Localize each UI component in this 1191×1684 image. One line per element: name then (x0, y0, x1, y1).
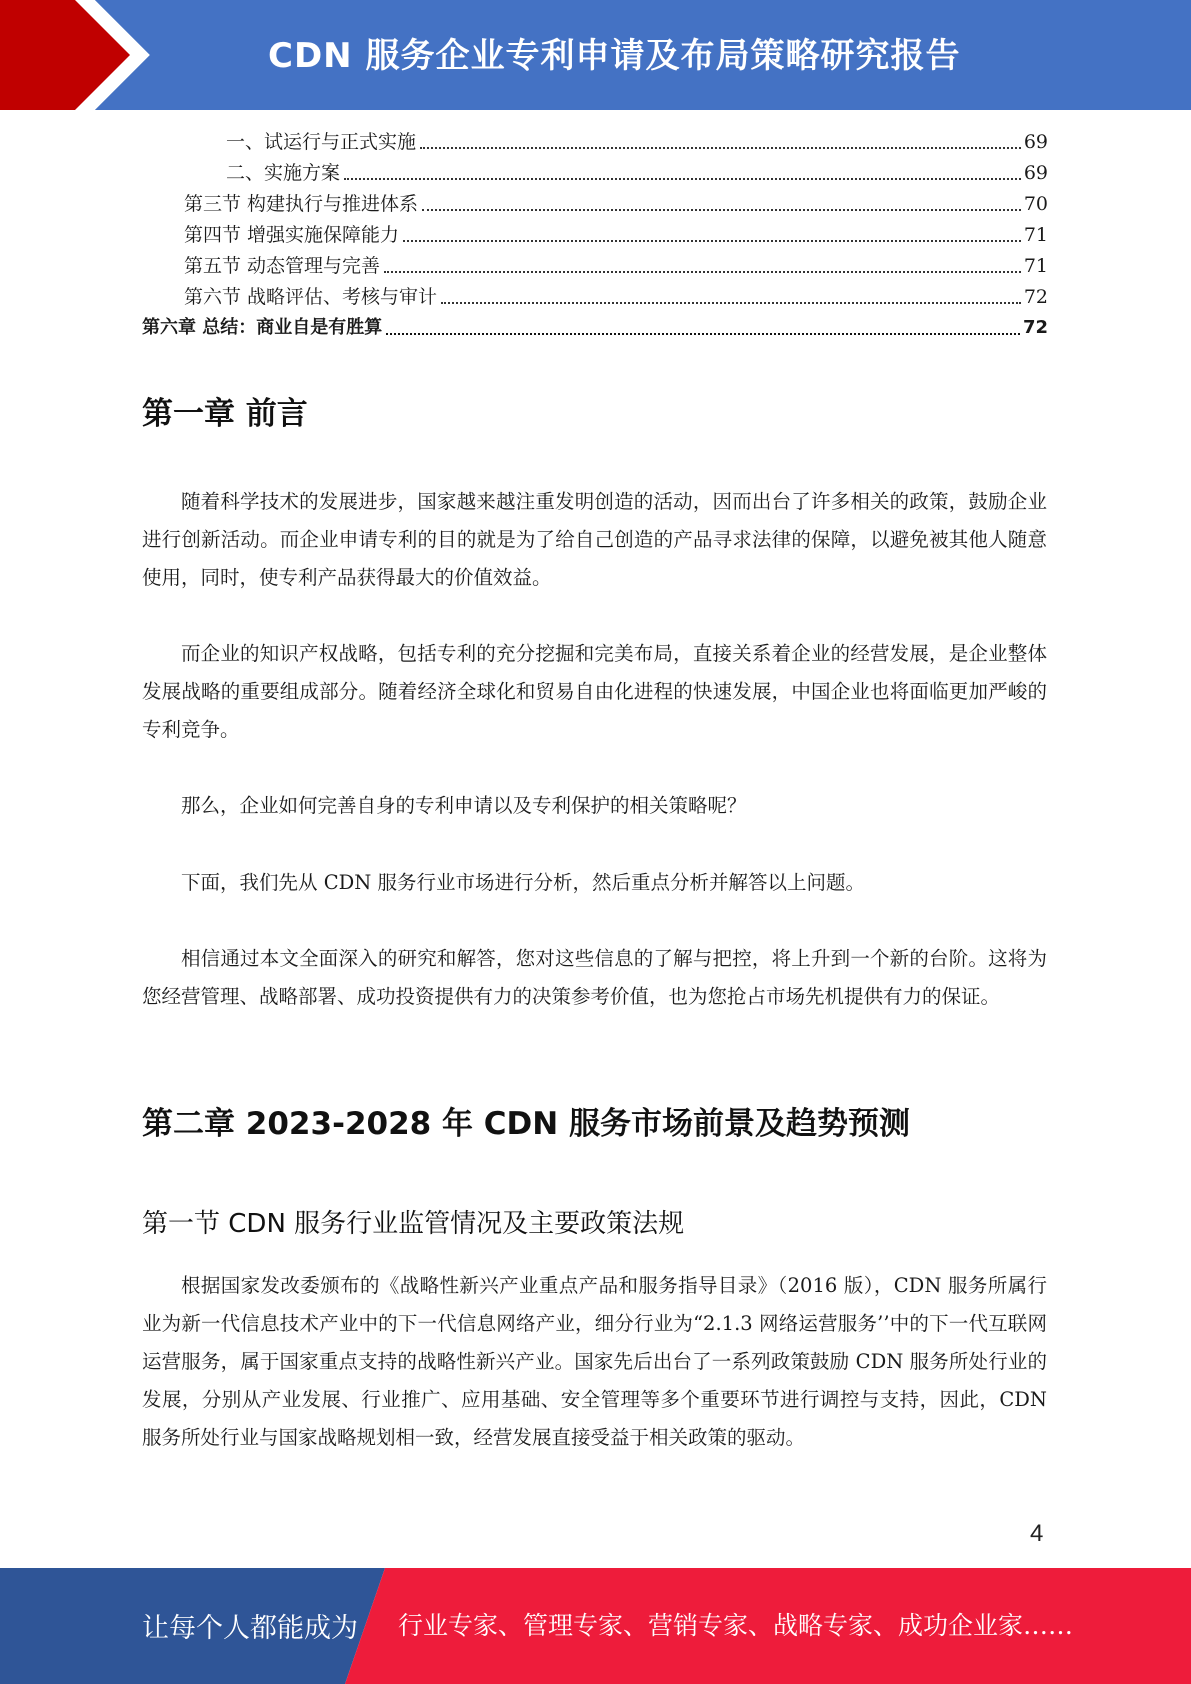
body-paragraph: 相信通过本文全面深入的研究和解答，您对这些信息的了解与把控，将上升到一个新的台阶。这将为您经营管理、战略部署、成功投资提供有力的决策参考价值，也为您抢占市场先机提供有力的保证。 (142, 947, 1047, 1008)
footer-slogan-right: 行业专家、管理专家、营销专家、战略专家、成功企业家…… (398, 1611, 1074, 1640)
chapter-heading: 第二章 2023-2028 年 CDN 服务市场前景及趋势预测 (142, 1106, 911, 1142)
body-paragraph: 随着科学技术的发展进步，国家越来越注重发明创造的活动，因而出台了许多相关的政策，鼓励企业进行创新活动。而企业申请专利的目的就是为了给自己创造的产品寻求法律的保障，以避免被其他人随意使用，同时，使专利产品获得最大的价值效益。 (142, 490, 1047, 589)
toc-entry-title: 第四节 增强实施保障能力 (184, 224, 400, 246)
toc-entry-page: 69 (1023, 162, 1048, 184)
toc-leader (344, 178, 1021, 180)
toc-entry-title: 第六章 总结：商业自是有胜算 (142, 317, 383, 338)
toc-leader (386, 333, 1020, 335)
toc-entry[interactable] (226, 128, 1048, 156)
toc-entry-page: 72 (1022, 317, 1048, 338)
toc-entry-page: 71 (1023, 255, 1048, 277)
chapter-heading: 第一章 前言 (142, 396, 308, 432)
toc-leader (420, 147, 1021, 149)
report-title: CDN 服务企业专利申请及布局策略研究报告 (268, 36, 961, 76)
section-heading: 第一节 CDN 服务行业监管情况及主要政策法规 (142, 1209, 685, 1239)
header-banner (0, 0, 1191, 110)
toc-entry-page: 70 (1023, 193, 1048, 215)
toc-entry-title: 第五节 动态管理与完善 (184, 255, 381, 277)
toc-leader (422, 209, 1021, 211)
footer-slogan-left: 让每个人都能成为 (142, 1613, 358, 1644)
toc-entry-page: 69 (1023, 131, 1048, 153)
body-paragraph: 而企业的知识产权战略，包括专利的充分挖掘和完美布局，直接关系着企业的经营发展，是企业整体发展战略的重要组成部分。随着经济全球化和贸易自由化进程的快速发展，中国企业也将面临更加严峻的专利竞争。 (142, 642, 1047, 741)
toc-entry[interactable] (184, 190, 1048, 218)
toc-entry-page: 71 (1023, 224, 1048, 246)
body-paragraph: 下面，我们先从 CDN 服务行业市场进行分析，然后重点分析并解答以上问题。 (181, 871, 866, 894)
toc-leader (403, 240, 1021, 242)
toc-entry[interactable] (184, 252, 1048, 280)
footer-banner (0, 1568, 1191, 1684)
toc-entry-title: 第六节 战略评估、考核与审计 (184, 286, 438, 308)
toc-entry-page: 72 (1023, 286, 1048, 308)
toc-entry-title: 一、试运行与正式实施 (226, 131, 417, 153)
toc-entry[interactable] (184, 283, 1048, 311)
body-paragraph: 根据国家发改委颁布的《战略性新兴产业重点产品和服务指导目录》（2016 版），CDN 服务所属行业为新一代信息技术产业中的下一代信息网络产业，细分行业为“2.1.3 网络运营服务’’中的下一代互联网运营服务，属于国家重点支持的战略性新兴产业。国家先后出台了一系列政策鼓励 CDN 服务所处行业的发展，分别从产业发展、行业推广、应用基础、安全管理等多个重要环节进行调控与支持，因此，CDN 服务所处行业与国家战略规划相一致，经营发展直接受益于相关政策的驱动。 (142, 1274, 1047, 1449)
toc-entry-title: 二、实施方案 (226, 162, 341, 184)
toc-entry[interactable] (226, 159, 1048, 187)
toc-entry-title: 第三节 构建执行与推进体系 (184, 193, 419, 215)
toc-leader (384, 271, 1021, 273)
toc-entry-chapter[interactable] (142, 314, 1048, 342)
toc-leader (441, 302, 1021, 304)
toc-entry[interactable] (184, 221, 1048, 249)
body-paragraph: 那么，企业如何完善自身的专利申请以及专利保护的相关策略呢？ (181, 794, 747, 817)
page-number: 4 (1030, 1520, 1044, 1547)
